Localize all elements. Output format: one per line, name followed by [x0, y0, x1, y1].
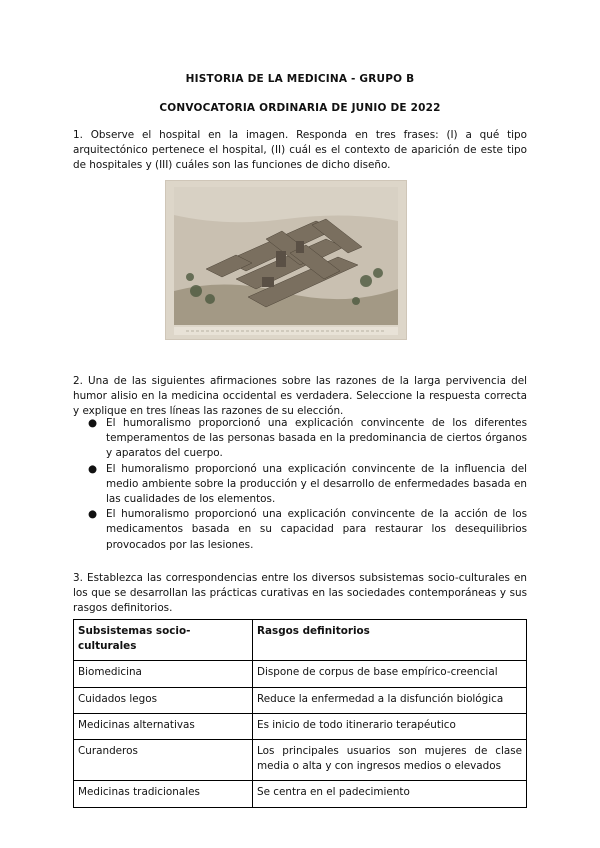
- answer-option-text: El humoralismo proporcionó una explicación convincente de los diferentes temperamentos de las personas basada en la predominancia de ciertos órganos y aparatos del cuerpo.: [106, 417, 527, 460]
- answer-option: [88, 416, 527, 462]
- table-cell-subsystem: Medicinas alternativas: [74, 713, 253, 739]
- table-cell-trait: Se centra en el padecimiento: [253, 781, 527, 807]
- document-subtitle: CONVOCATORIA ORDINARIA DE JUNIO DE 2022: [159, 102, 441, 114]
- answer-option-text: El humoralismo proporcionó una explicación convincente de la acción de los medicamentos basada en su capacidad para restaurar los desequilibrios provocados por las lesiones.: [106, 508, 527, 551]
- table-cell-subsystem: Medicinas tradicionales: [74, 781, 253, 807]
- bullet-icon: ●: [88, 417, 98, 429]
- bullet-icon: ●: [88, 462, 98, 475]
- question-2-text: 2. Una de las siguientes afirmaciones sobre las razones de la larga pervivencia del humor alisio en la medicina occidental es verdadera. Seleccione la respuesta correcta y explique en tres líneas las razones de su elección.: [73, 375, 527, 418]
- table-cell-trait: Es inicio de todo itinerario terapéutico: [253, 713, 527, 739]
- answer-option-text: El humoralismo proporcionó una explicación convincente de la influencia del medio ambiente sobre la producción y el desarrollo de enfermedades basada en las cualidades de los elementos.: [106, 462, 527, 506]
- table-cell-trait: Reduce la enfermedad a la disfunción biológica: [253, 687, 527, 713]
- table-row: [74, 661, 527, 687]
- table-header-subsystems: Subsistemas socio-culturales: [74, 620, 253, 661]
- question-1-text: 1. Observe el hospital en la imagen. Responda en tres frases: (I) a qué tipo arquitectónico pertenece el hospital, (II) cuál es el contexto de aparición de este tipo de hospitales y (III) cuáles son las funciones de dicho diseño.: [73, 129, 527, 172]
- correspondence-table: [73, 619, 527, 808]
- table-cell-trait: Los principales usuarios son mujeres de clase media o alta y con ingresos medios o elevados: [253, 740, 527, 781]
- hospital-engraving: [165, 180, 407, 340]
- table-cell-subsystem: Cuidados legos: [74, 687, 253, 713]
- table-header-traits: Rasgos definitorios: [253, 620, 527, 661]
- table-row: [74, 781, 527, 807]
- table-row: [74, 740, 527, 781]
- table-header-row: [74, 620, 527, 661]
- bullet-icon: ●: [88, 508, 98, 521]
- table-cell-subsystem: Curanderos: [74, 740, 253, 781]
- answer-option: [88, 462, 527, 508]
- document-title: HISTORIA DE LA MEDICINA - GRUPO B: [185, 73, 415, 85]
- table-cell-trait: Dispone de corpus de base empírico-creencial: [253, 661, 527, 687]
- question-3-text: 3. Establezca las correspondencias entre los diversos subsistemas socio-culturales en los que se desarrollan las prácticas curativas en las sociedades contemporáneas y sus rasgos definitorios.: [73, 572, 527, 615]
- table-row: [74, 687, 527, 713]
- answer-options-list: [88, 416, 527, 553]
- table-cell-subsystem: Biomedicina: [74, 661, 253, 687]
- table-row: [74, 713, 527, 739]
- answer-option: [88, 507, 527, 553]
